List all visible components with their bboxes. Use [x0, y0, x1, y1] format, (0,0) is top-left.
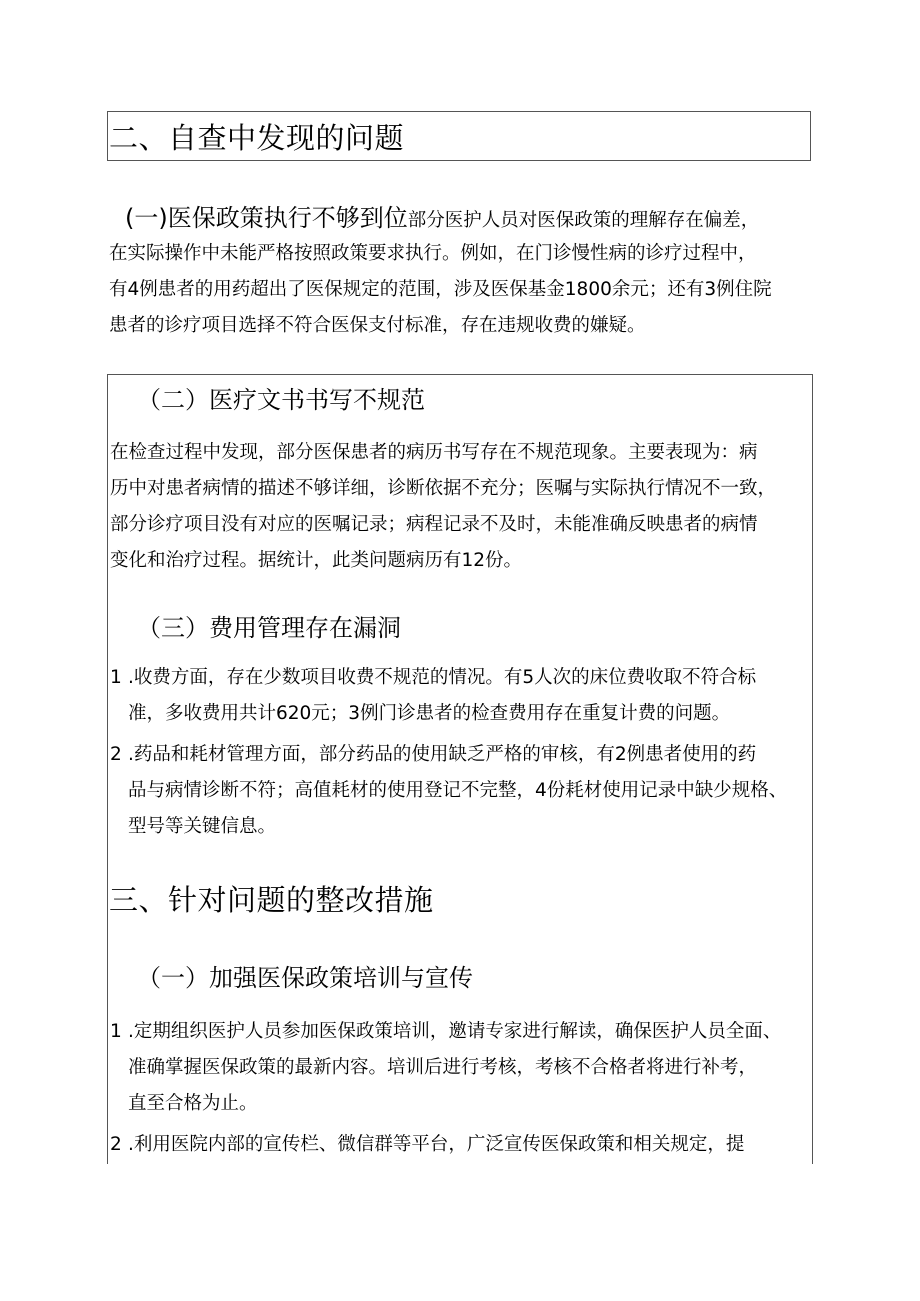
section-3-point-1-line-1: .定期组织医护人员参加医保政策培训，邀请专家进行解读，确保医护人员全面、 [128, 1021, 782, 1042]
point-number: 2 [110, 744, 122, 765]
point-number: 1 [110, 1021, 122, 1042]
section-3-item-1-title: （一）加强医保政策培训与宣传 [137, 964, 473, 992]
item-2-line-1: 在检查过程中发现，部分医保患者的病历书写存在不规范现象。主要表现为：病 [110, 442, 758, 463]
item-1-line-1: 部分医护人员对医保政策的理解存在偏差， [407, 210, 760, 231]
section-3-title: 三、针对问题的整改措施 [109, 883, 434, 917]
item-3-point-2-line-2: 品与病情诊断不符；高值耗材的使用登记不完整，4份耗材使用记录中缺少规格、 [128, 780, 788, 801]
item-1-line-4: 患者的诊疗项目选择不符合医保支付标准，存在违规收费的嫌疑。 [109, 315, 646, 336]
item-2-line-3: 部分诊疗项目没有对应的医嘱记录；病程记录不及时，未能准确反映患者的病情 [110, 514, 758, 535]
item-1-title: (一)医保政策执行不够到位 [125, 204, 408, 232]
item-3-point-1-line-1: .收费方面，存在少数项目收费不规范的情况。有5人次的床位费收取不符合标 [128, 667, 757, 688]
item-1-line-2: 在实际操作中未能严格按照政策要求执行。例如，在门诊慢性病的诊疗过程中， [109, 243, 757, 264]
point-number: 2 [110, 1134, 122, 1155]
section-3-point-1-line-3: 直至合格为止。 [128, 1093, 258, 1114]
item-3-point-2-line-3: 型号等关键信息。 [128, 816, 277, 837]
item-2-line-2: 历中对患者病情的描述不够详细，诊断依据不充分；医嘱与实际执行情况不一致， [110, 478, 777, 499]
item-2-line-4: 变化和治疗过程。据统计，此类问题病历有12份。 [110, 550, 523, 571]
section-3-point-2-line-1: .利用医院内部的宣传栏、微信群等平台，广泛宣传医保政策和相关规定，提 [128, 1134, 745, 1155]
item-1-paragraph [109, 200, 809, 344]
item-3-point-2-line-1: .药品和耗材管理方面，部分药品的使用缺乏严格的审核，有2例患者使用的药 [128, 744, 757, 765]
item-3-title: （三）费用管理存在漏洞 [137, 614, 401, 642]
item-2-title: （二）医疗文书书写不规范 [137, 386, 425, 414]
section-3-point-1-line-2: 准确掌握医保政策的最新内容。培训后进行考核，考核不合格者将进行补考， [128, 1057, 758, 1078]
point-number: 1 [110, 667, 122, 688]
item-1-line-3: 有4例患者的用药超出了医保规定的范围，涉及医保基金1800余元；还有3例住院 [109, 279, 772, 300]
item-2-paragraph [110, 435, 810, 579]
section-2-title: 二、自查中发现的问题 [109, 121, 405, 155]
item-3-point-1-line-2: 准，多收费用共计620元；3例门诊患者的检查费用存在重复计费的问题。 [128, 703, 731, 724]
